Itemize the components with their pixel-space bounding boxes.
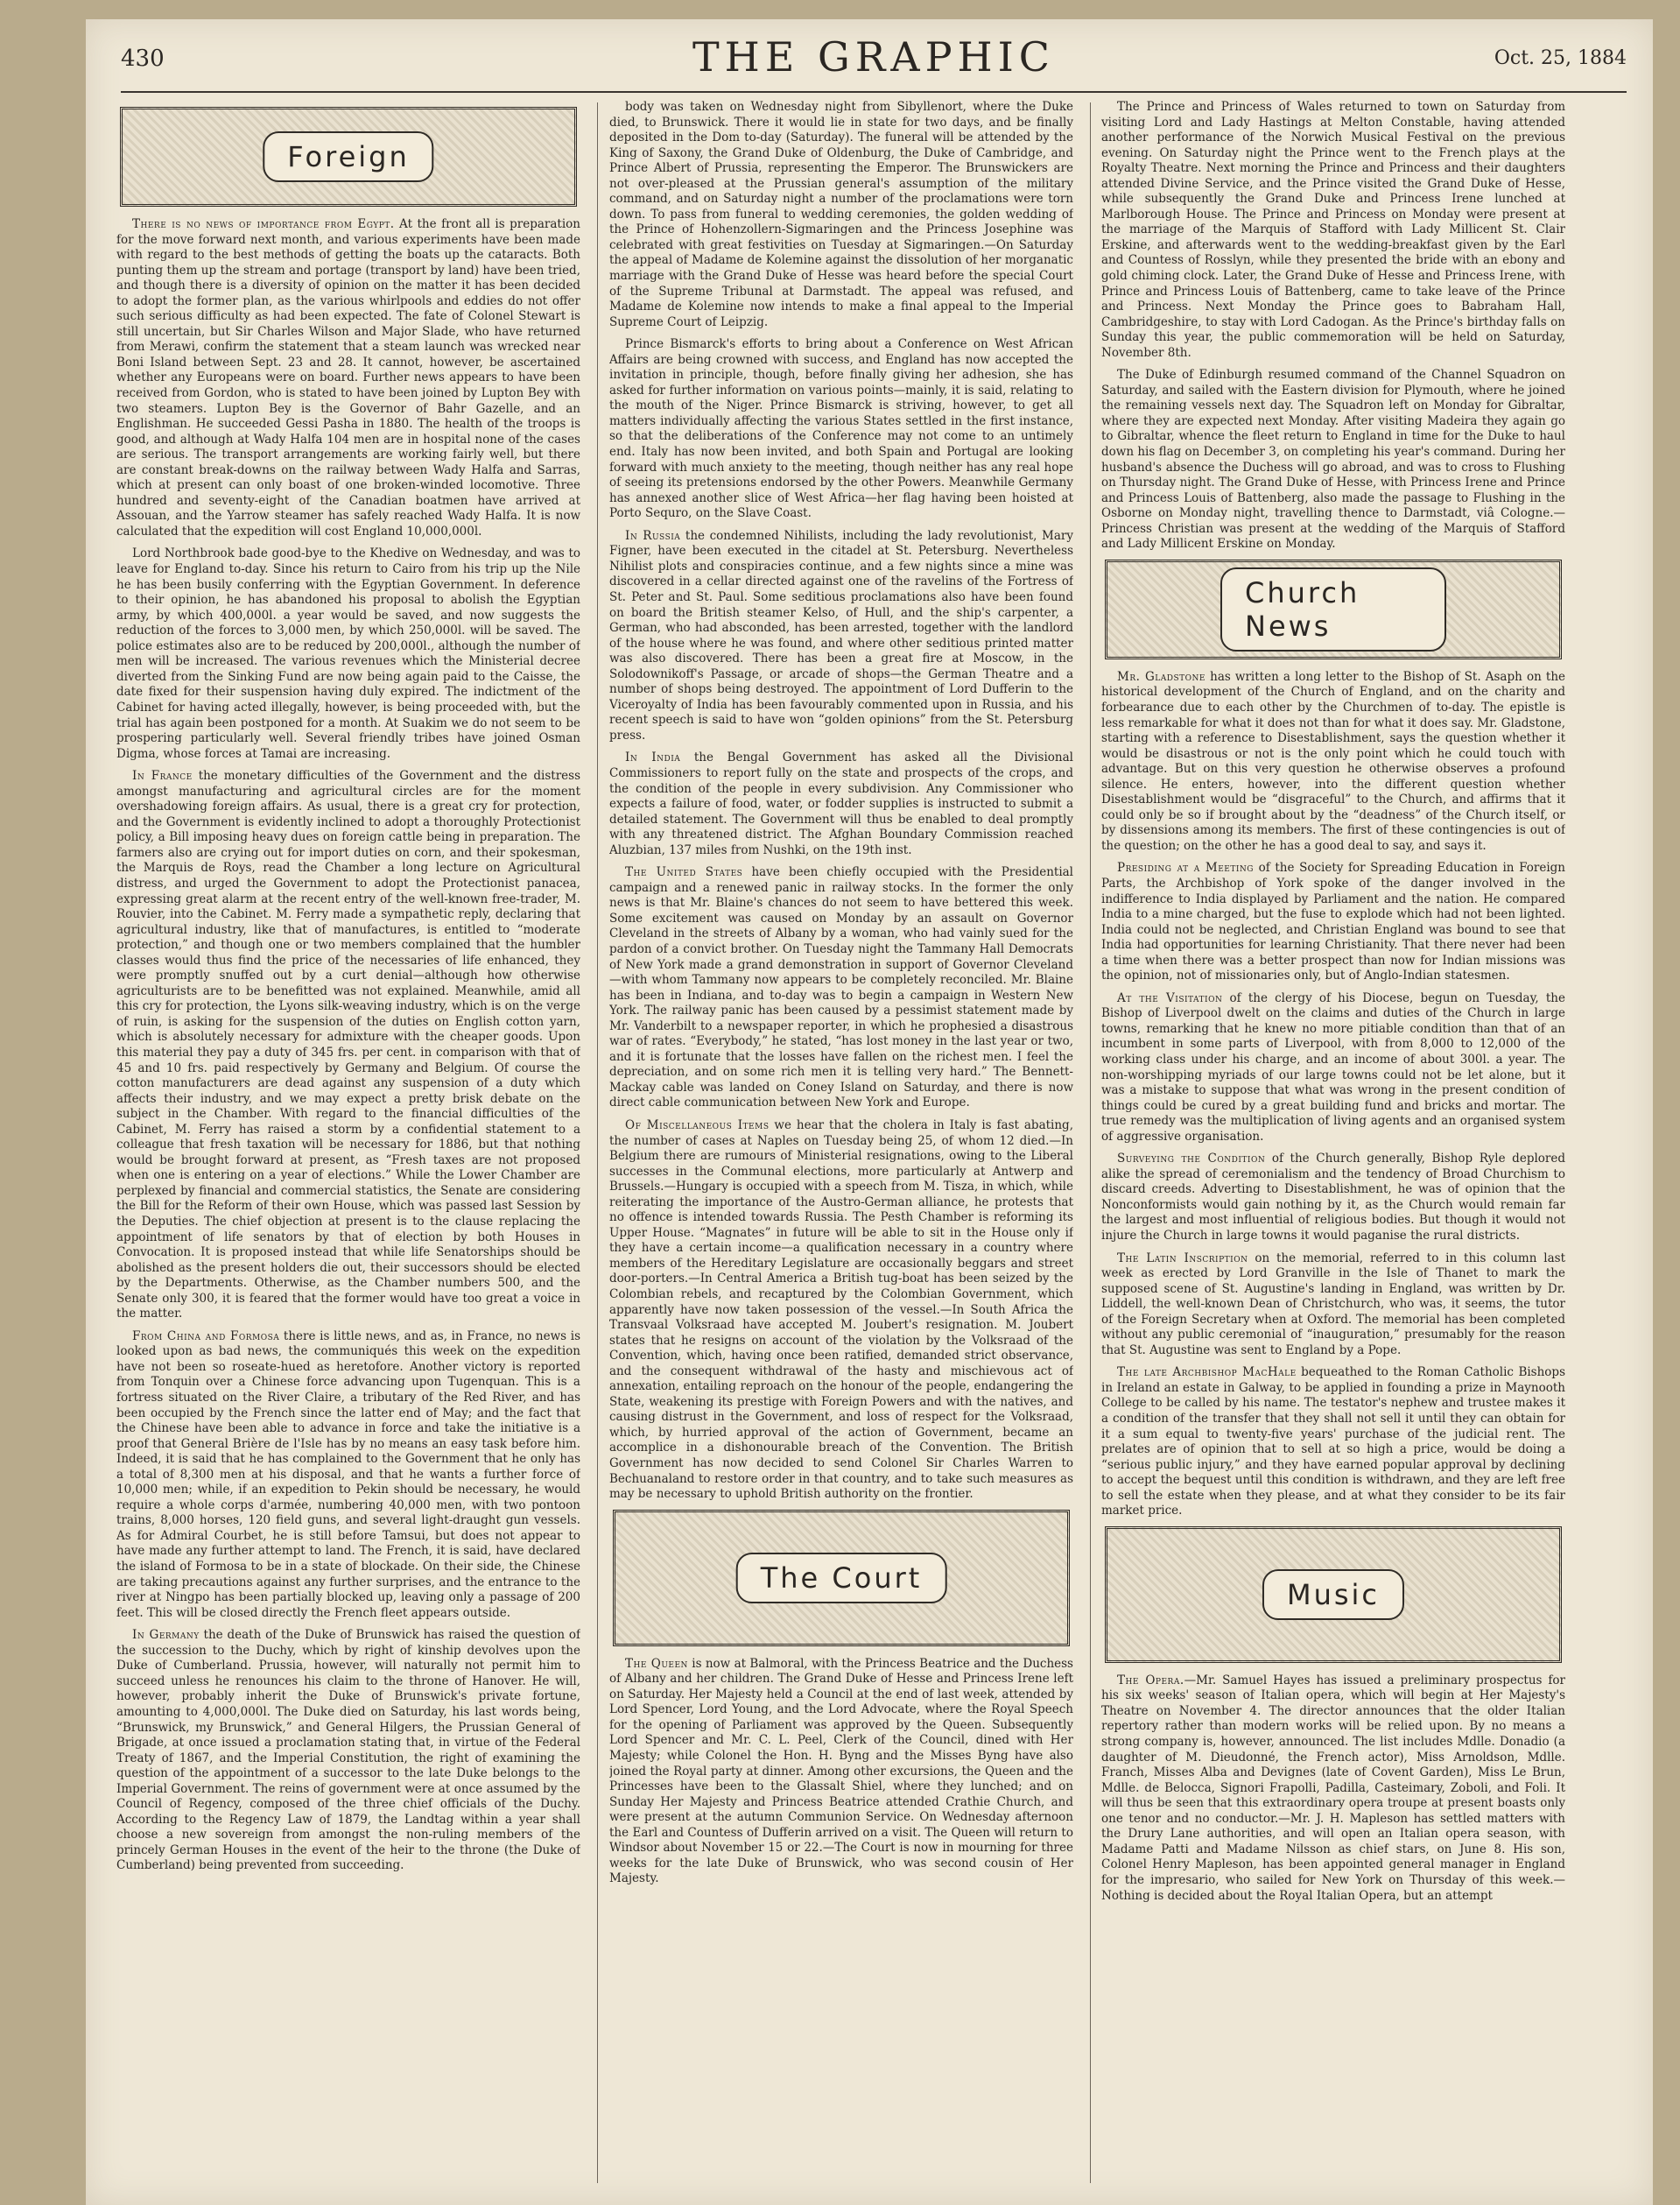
article-paragraph — [609, 100, 1073, 330]
paragraph-text: The Duke of Edinburgh resumed command of the Channel Squadron on Saturday, and sailed with the Eastern division for Plymouth, where he joined the remaining vessels next day. The Squadron left on Monday for Gibraltar, where they are expected next Monday. After visiting Madeira they again go to Gibraltar, whence the fleet return to England in time for the Duke to haul down his flag on December 3, on completing his year's command. During her husband's absence the Duchess will go abroad, and was to cross to Flushing on Thursday night. The Grand Duke of Hesse, with Princess Irene and Prince and Princess Louis of Battenberg, also made the passage to Flushing in the Osborne on Monday night, travelling thence to Darmstadt, viâ Cologne.—Princess Christian was present at the wedding of the Marquis of Stafford and Lady Millicent Erskine on Monday. — [1101, 368, 1565, 552]
paragraph-text: the monetary difficulties of the Government and the distress amongst manufacturing and agricultural circles are for the moment overshadowing foreign affairs. As usual, there is a great cry for protection, and the Government is evidently inclined to adopt a thoroughly Protectionist policy, a Bill imposing heavy dues on foreign cattle being in preparation. The farmers also are crying out for import duties on corn, and their spokesman, the Marquis de Roys, read the Chamber a long lecture on Agricultural distress, and urged the Government to adopt the Protectionist panacea, expressing great alarm at the recent entry of the well-known free-trader, M. Rouvier, into the Cabinet. M. Ferry made a sympathetic reply, declaring that agricultural industry, like that of manufactures, is entitled to “moderate protection,” and though one or two members complained that the humbler classes would thus find the price of the necessaries of life enhanced, they were promptly snuffed out by a curt denial—although how otherwise agriculturists are to be benefitted was not explained. Meanwhile, amid all this cry for protection, the Lyons silk-weaving industry, which is on the verge of ruin, is asking for the suspension of the duties on English cotton yarn, which is absolutely necessary for admixture with the cheaper goods. Upon this material they pay a duty of 345 frs. per cent. in comparison with that of 45 and 10 frs. paid respectively by Germany and Belgium. Of course the cotton manufacturers are dead against any suspension of a duty which affects their industry, and we may expect a pretty brisk debate on the subject in the Chamber. With regard to the financial difficulties of the Cabinet, M. Ferry has raised a storm by a confidential statement to a colleague that fresh taxation will be necessary for 1886, but that nothing would be brought forward at present, as “Fresh taxes are not proposed when one is entering on a year of elections.” While the Lower Chamber are perplexed by financial and commercial statistics, the Senate are considering the Bill for the Reform of their own House, which was passed last Session by the Deputies. The chief objection at present is to the clause replacing the appointment of life senators by that of election by both Houses in Convocation. It is proposed instead that while life Senatorships should be abolished as the present holders die out, their successors should be elected by the Departments. Otherwise, as the Chamber numbers 500, and the Senate only 300, it is feared that the former would have too great a voice in the matter. — [116, 769, 580, 1321]
article-paragraph — [609, 865, 1073, 1111]
article-paragraph — [116, 769, 580, 1322]
paragraph-lead: Mr. Gladstone — [1117, 669, 1206, 684]
paragraph-text: of the Church generally, Bishop Ryle deplored alike the spread of ceremonialism and the tendency of Broad Churchism to discard creeds. Adverting to Disestablishment, he was of opinion that the Nonconformists would gain nothing by it, as the Church would remain far the largest and most influential of religious bodies. But though it would not injure the Church in large towns it would paganise the rural districts. — [1101, 1152, 1565, 1243]
paragraph-text: the Bengal Government has asked all the Divisional Commissioners to report fully on the state and prospects of the crops, and the condition of the people in every subdivision. Any Commissioner who expects a failure of food, water, or fodder supplies is instructed to submit a detailed statement. The Government will thus be enabled to deal promptly with any threatened district. The Afghan Boundary Commission reached Aluzbian, 137 miles from Nushki, on the 19th inst. — [609, 750, 1073, 857]
church-news-banner-title: Church News — [1220, 567, 1446, 652]
page-number: 430 — [121, 46, 165, 72]
paragraph-lead: Presiding at a Meeting — [1117, 861, 1254, 876]
masthead — [121, 30, 1627, 93]
article-paragraph — [116, 1628, 580, 1874]
paragraph-lead: The United States — [625, 865, 743, 880]
article-paragraph — [1101, 1251, 1565, 1359]
article-paragraph — [1101, 1365, 1565, 1518]
foreign-articles-continued — [609, 100, 1073, 1503]
paragraph-text: At the front all is preparation for the move forward next month, and various experiments have been made with regard to the best methods of getting the boats up the cataracts. Both punting them up the stream and portage (transport by land) have been tried, and though there is a diversity of opinion on the matter it has been decided to adopt the former plan, as the various whirlpools and eddies do not offer such serious difficulty as had been expected. The fate of Colonel Stewart is still uncertain, but Sir Charles Wilson and Major Slade, who have returned from Merawi, confirm the statement that a steam launch was wrecked near Boni Island between Sept. 23 and 28. It cannot, however, be ascertained whether any Europeans were on board. Further news appears to have been received from Gordon, who is stated to have been joined by Lupton Bey with two steamers. Lupton Bey is the Governor of Bahr Gazelle, and an Englishman. He succeeded Gessi Pasha in 1880. The health of the troops is good, and although at Wady Halfa 104 men are in hospital none of the cases are serious. The transport arrangements are working fairly well, but there are constant break-downs on the railway between Wady Halfa and Sarras, which at present can only boast of one broken-winded locomotive. Three hundred and seventy-eight of the Canadian boatmen have arrived at Assouan, and the Yarrow steamer has safely reached Wady Halfa. It is now calculated that the expedition will cost England 10,000,000l. — [116, 217, 580, 539]
article-paragraph — [116, 546, 580, 762]
court-articles-continued — [1101, 100, 1565, 553]
paragraph-text: bequeathed to the Roman Catholic Bishops in Ireland an estate in Galway, to be applied in founding a prize in Maynooth College to be called by his name. The testator's nephew and trustee makes it a condition of the transfer that they shall not sell it until they can obtain for it a sum equal to twenty-five years' purchase of the judicial rent. The prelates are of opinion that to sell at so high a price, would be doing a “serious public injury,” and they have earned popular approval by declining to accept the bequest until this condition is withdrawn, and they are left free to sell the estate when they please, and at what they consider to be its fair market price. — [1101, 1365, 1565, 1518]
music-banner-title: Music — [1262, 1569, 1404, 1620]
paragraph-lead: In India — [625, 750, 681, 765]
issue-date: Oct. 25, 1884 — [1494, 47, 1627, 69]
church-articles — [1101, 670, 1565, 1519]
newspaper-page — [86, 19, 1653, 2205]
paragraph-lead: In Russia — [625, 528, 681, 543]
paragraph-text: Prince Bismarck's efforts to bring about a Conference on West African Affairs are being crowned with success, and England has now accepted the invitation in principle, though, before finally giving her adhesion, she has asked for further information on various points—mainly, it is said, relating to the mouth of the Niger. Prince Bismarck is striving, however, to get all matters individually affecting the various States settled in the first instance, so that the deliberations of the Conference may not come to an untimely end. Italy has now been invited, and both Spain and Portugal are looking forward with much anxiety to the meeting, though neither has any real hope of seeing its pretensions endorsed by the other Powers. Meanwhile Germany has annexed another slice of West Africa—her flag having been hoisted at Porto Sequro, on the Slave Coast. — [609, 337, 1073, 521]
column-1 — [116, 100, 580, 2187]
article-paragraph — [609, 337, 1073, 522]
article-paragraph — [1101, 368, 1565, 553]
church-news-banner — [1105, 560, 1562, 659]
paragraph-text: of the Society for Spreading Education in Foreign Parts, the Archbishop of York spoke of the danger involved in the indifference to India displayed by Parliament and the nation. He compared India to a mine charged, but the fuse to explode which had not been lighted. India could not be neglected, and Christian England was bound to see that India had opportunities for learning Christianity. That there never had been a time when there was a better prospect than now for Indian missions was the opinion, not of missionaries only, but of Anglo-Indian statesmen. — [1101, 861, 1565, 983]
paragraph-lead: Of Miscellaneous Items — [625, 1118, 770, 1132]
music-articles — [1101, 1673, 1565, 1904]
paragraph-text: have been chiefly occupied with the Presidential campaign and a renewed panic in railway stocks. In the former the only news is that Mr. Blaine's chances do not seem to have bettered this week. Some excitement was caused on Monday by an assault on Governor Cleveland in the streets of Albany by a woman, who had vainly sued for the pardon of a convict brother. On Tuesday night the Tammany Hall Democrats of New York made a grand demonstration in support of Governor Cleveland—with whom Tammany now appears to be completely reconciled. Mr. Blaine has been in Indiana, and to-day was to begin a campaign in Western New York. The railway panic has been caused by a pessimist statement made by Mr. Vanderbilt to a newspaper reporter, in which he prophesied a disastrous war of rates. “Everybody,” he stated, “has lost money in the last year or two, and it is fortunate that the losses have fallen on the richest men. I feel the depreciation, and on some rich men it is telling very hard.” The Bennett-Mackay cable was landed on Coney Island on Saturday, and there is now direct cable communication between New York and Europe. — [609, 865, 1073, 1110]
paragraph-lead: At the Visitation — [1117, 990, 1223, 1005]
column-3 — [1101, 100, 1565, 2187]
column-rule — [597, 102, 598, 2183]
article-paragraph — [609, 750, 1073, 858]
article-paragraph — [1101, 670, 1565, 855]
column-2 — [609, 100, 1073, 2187]
paragraph-lead: The Latin Inscription — [1117, 1250, 1248, 1265]
paragraph-lead: The Queen — [625, 1656, 688, 1671]
article-paragraph — [1101, 1673, 1565, 1904]
paragraph-text: is now at Balmoral, with the Princess Beatrice and the Duchess of Albany and her children. The Grand Duke of Hesse and Princess Irene left on Saturday. Her Majesty held a Council at the end of last week, attended by Lord Spencer, Lord Young, and the Lord Advocate, where the Royal Speech for the opening of Parliament was approved by the Queen. Subsequently Lord Spencer and Mr. C. L. Peel, Clerk of the Council, dined with Her Majesty; while Colonel the Hon. H. Byng and the Misses Byng have also joined the Royal party at dinner. Among other excursions, the Queen and the Princesses have been to the Glassalt Shiel, where they lunched; and on Sunday Her Majesty and Princess Beatrice attended Crathie Church, and were present at the autumn Communion Service. On Wednesday afternoon the Earl and Countess of Dufferin arrived on a visit. The Queen will return to Windsor about November 15 or 22.—The Court is now in mourning for three weeks for the late Duke of Brunswick, who was second cousin of Her Majesty. — [609, 1656, 1073, 1886]
paragraph-text: has written a long letter to the Bishop of St. Asaph on the historical development of the Church of England, and on the charity and forbearance due to each other by the Churchmen of to-day. The epistle is less remarkable for what it does not than for what it does say. Mr. Gladstone, starting with a reference to Disestablishment, says the question whether it would be disastrous or not is the only point which he could touch with advantage. But on this very question he otherwise observes a profound silence. He enters, however, into the different question whether Disestablishment would be “disgraceful” to the Church, and affirms that it could only be so if brought about by the “deadness” of the Church itself, or by dissensions among its members. The first of these contingencies is out of the question; on the other he has a good deal to say, and says it. — [1101, 669, 1565, 853]
paragraph-lead: From China and Formosa — [132, 1328, 280, 1343]
paragraph-text: on the memorial, referred to in this column last week as erected by Lord Granville in the Isle of Thanet to mark the supposed scene of St. Augustine's landing in England, was written by Dr. Liddell, the well-known Dean of Christchurch, who was, it seems, the tutor of the Foreign Secretary when at Oxford. The memorial has been completed without any public ceremonial of “inauguration,” presumably for the reason that St. Augustine was sent to England by a Pope. — [1101, 1250, 1565, 1357]
paragraph-lead: There is no news of importance from Egypt. — [132, 217, 395, 231]
paragraph-text: there is little news, and as, in France, no news is looked upon as bad news, the communiqués this week on the expedition have not been so roseate-hued as heretofore. Another victory is reported from Tonquin over a Chinese force advancing upon Tugenquan. This is a fortress situated on the River Claire, a tributary of the Red River, and has been occupied by the French since the latter end of May; and the fact that the Chinese have been able to advance in force and take the initiative is a proof that General Brière de l'Isle has by no means an easy task before him. Indeed, it is said that he has complained to the Government that he only has a total of 8,300 men at his disposal, and that he wants a further force of 10,000 men; while, if an expedition to Pekin should be necessary, he would require a whole corps d'armée, numbering 40,000 men, with two pontoon trains, 8,000 horses, 120 field guns, and several light-draught gun vessels. As for Admiral Courbet, he is still before Tamsui, but does not appear to have made any further attempt to land. The French, it is said, have declared the island of Formosa to be in a state of blockade. On their side, the Chinese are taking precautions against any further surprises, and the entrance to the river at Ningpo has been partially blocked up, leaving only a passage of 200 feet. This will be closed directly the French fleet appears outside. — [116, 1328, 580, 1620]
paragraph-text: of the clergy of his Diocese, begun on Tuesday, the Bishop of Liverpool dwelt on the claims and duties of the Church in large towns, remarking that he knew no more pitiable condition than that of an incumbent in some parts of Liverpool, with from 8,000 to 12,000 of the working class under his charge, and an income of about 300l. a year. The non-worshipping myriads of our large towns could not be let alone, but it was a mistake to suppose that what was wrong in the present condition of things could be cured by a great building fund and bricks and mortar. The true remedy was the multiplication of living agents and an organised system of aggressive organisation. — [1101, 990, 1565, 1144]
paragraph-text: The Prince and Princess of Wales returned to town on Saturday from visiting Lord and Lady Hastings at Melton Constable, having attended another performance of the Norwich Musical Festival on the previous evening. On Saturday night the Prince went to the French plays at the Royalty Theatre. Next morning the Prince and Princess and their daughters attended Divine Service, and the Prince visited the Grand Duke of Hesse, while subsequently the Grand Duke and Princess Irene lunched at Marlborough House. The Prince and Princess on Monday were present at the marriage of the Marquis of Stafford with Lady Millicent St. Clair Erskine, and afterwards went to the wedding-breakfast given by the Earl and Countess of Rosslyn, while they presented the bride with an ebony and gold chiming clock. Later, the Grand Duke of Hesse and Princess Irene, with Prince and Princess Louis of Battenberg, came to take leave of the Prince and Princess. Next Monday the Prince goes to Babraham Hall, Cambridgeshire, to stay with Lord Cadogan. As the Prince's birthday falls on Sunday this year, the public commemoration will be held on Saturday, November 8th. — [1101, 100, 1565, 360]
music-banner — [1105, 1526, 1562, 1663]
paragraph-lead: In France — [132, 769, 193, 784]
paragraph-text: —Mr. Samuel Hayes has issued a preliminary prospectus for his six weeks' season of Italian opera, which will begin at Her Majesty's Theatre on November 4. The director announces that the older Italian repertory rather than modern works will be relied upon. By no means a strong company is, however, announced. The list includes Mdlle. Donadio (a daughter of M. Dieudonné, the French actor), Miss Arnoldson, Mdlle. Franch, Misses Alba and Devignes (late of Covent Garden), Miss Le Brun, Mdlle. de Belocca, Signori Frapolli, Padilla, Casteimary, Zoboli, and Foli. It will thus be seen that this extraordinary opera troupe at present boasts only one tenor and no conductor.—Mr. J. H. Mapleson has settled matters with the Drury Lane authorities, and will open an Italian opera season, with Madame Patti and Madame Nilsson as chief stars, on June 8. His son, Colonel Henry Mapleson, has been appointed general manager in England for the impresario, who sailed for New York on Thursday of this week.—Nothing is decided about the Royal Italian Opera, but an attempt — [1101, 1673, 1565, 1903]
paragraph-lead: Surveying the Condition — [1117, 1152, 1266, 1166]
foreign-banner-title: Foreign — [263, 131, 433, 182]
paragraph-text: body was taken on Wednesday night from Sibyllenort, where the Duke died, to Brunswick. There it would lie in state for two days, and be finally deposited in the Dom to-day (Saturday). The funeral will be attended by the King of Saxony, the Grand Duke of Oldenburg, the Duke of Cambridge, and Prince Albert of Prussia, representing the Emperor. The Brunswickers are not over-pleased at the Prussian general's assumption of the military command, and on Saturday night a number of the proclamations were torn down. To pass from funeral to wedding ceremonies, the golden wedding of the Prince of Hohenzollern-Sigmaringen and the Princess Josephine was celebrated with great festivities on Tuesday at Sigmaringen.—On Saturday the appeal of Madame de Kolemine against the dissolution of her morganatic marriage with the Grand Duke of Hesse was heard before the special Court of the Supreme Tribunal at Darmstadt. The appeal was refused, and Madame de Kolemine now intends to make a final appeal to the Imperial Supreme Court of Leipzig. — [609, 100, 1073, 329]
article-paragraph — [116, 217, 580, 539]
court-banner-title: The Court — [736, 1553, 947, 1603]
court-banner — [613, 1510, 1070, 1646]
article-paragraph — [1101, 861, 1565, 983]
court-articles — [609, 1657, 1073, 1887]
foreign-articles — [116, 217, 580, 1874]
paragraph-lead: The Opera. — [1117, 1673, 1184, 1687]
article-paragraph — [609, 1118, 1073, 1503]
article-paragraph — [609, 1657, 1073, 1887]
article-paragraph — [1101, 991, 1565, 1145]
article-paragraph — [1101, 1152, 1565, 1243]
paragraph-lead: The late Archbishop MacHale — [1117, 1365, 1297, 1380]
article-paragraph — [609, 529, 1073, 744]
column-rule — [1090, 102, 1091, 2183]
foreign-banner — [120, 107, 577, 207]
paragraph-text: the condemned Nihilists, including the lady revolutionist, Mary Figner, have been executed in the citadel at St. Petersburg. Nevertheless Nihilist plots and conspiracies continue, and a few nights since a mine was discovered in a cellar directed against one of the ravelins of the Fortress of St. Peter and St. Paul. Some seditious proclamations also have been found on board the British steamer Kelso, of Hull, and the ship's carpenter, a German, who had absconded, has been arrested, together with the landlord of the house where he was found, and where other seditious printed matter was also discovered. There has been a great fire at Moscow, in the Solodownikoff's Passage, or arcade of shops—the German Theatre and a number of shops being destroyed. The appointment of Lord Dufferin to the Viceroyalty of India has been favourably commented upon in Russia, and his recent speech is said to have won “golden opinions” from the St. Petersburg press. — [609, 528, 1073, 743]
paragraph-lead: In Germany — [132, 1628, 200, 1643]
publication-title: THE GRAPHIC — [692, 33, 1056, 81]
article-paragraph — [1101, 100, 1565, 361]
paragraph-text: Lord Northbrook bade good-bye to the Khedive on Wednesday, and was to leave for England to-day. Since his return to Cairo from his trip up the Nile he has been busily conferring with the Egyptian Government. In deference to their opinion, he has abandoned his proposal to abolish the Egyptian army, by which 400,000l. a year would be saved, and now suggests the reduction of the forces to 3,000 men, by which 250,000l. will be saved. The police estimates also are to be reduced by 200,000l., although the number of men will be increased. The various revenues which the Ministerial decree diverted from the Sinking Fund are now being again paid to the Caisse, the date fixed for their suspension having duly expired. The indictment of the Cabinet for having acted illegally, however, is being proceeded with, but the trial has again been postponed for a month. At Suakim we do not seem to be prospering particularly well. Several friendly tribes have joined Osman Digma, whose forces at Tamai are increasing. — [116, 546, 580, 761]
paragraph-text: the death of the Duke of Brunswick has raised the question of the succession to the Duchy, which by right of kinship devolves upon the Duke of Cumberland. Prussia, however, will naturally not permit him to succeed unless he renounces his claim to the throne of Hanover. He will, however, probably inherit the Duke of Brunswick's private fortune, amounting to 4,000,000l. The Duke died on Saturday, his last words being, “Brunswick, my Brunswick,” and General Hilgers, the Prussian General of Brigade, at once issued a proclamation stating that, in virtue of the Federal Treaty of 1867, and the Imperial Constitution, the right of examining the question of the appointment of a successor to the late Duke belongs to the Imperial Government. The reins of government were at once assumed by the Council of Regency, composed of the three chief officials of the Duchy. According to the Regency Law of 1879, the Landtag within a year shall choose a new sovereign from amongst the non-ruling members of the princely German Houses in the event of the heir to the throne (the Duke of Cumberland) being prevented from succeeding. — [116, 1628, 580, 1873]
article-paragraph — [116, 1329, 580, 1621]
paragraph-text: we hear that the cholera in Italy is fast abating, the number of cases at Naples on Tuesday being 25, of whom 12 died.—In Belgium there are rumours of Ministerial resignations, owing to the Liberal successes in the Communal elections, more particularly at Antwerp and Brussels.—Hungary is occupied with a speech from M. Tisza, in which, while reiterating the importance of the Austro-German alliance, he protests that no offence is intended towards Russia. The Pesth Chamber is reforming its Upper House. “Magnates” in future will be able to sit in the House only if they have a certain income—a qualification necessary in a country where members of the Hereditary Legislature are occasionally beggars and street door-porters.—In Central America a British tug-boat has been seized by the Colombian rebels, and recaptured by the Colombian Government, which apparently have now taken possession of the vessel.—In South Africa the Transvaal Volksraad have accepted M. Joubert's resignation. M. Joubert states that he resigns on account of the violation by the Volksraad of the Convention, which, having once been ratified, demanded strict observance, and the consequent withdrawal of the hasty and mischievous act of annexation, entailing reproach on the honour of the people, endangering the State, weakening its prestige with Foreign Powers and with the natives, and causing distrust in the Government, and loss of respect for the Volksraad, which, by hurried approval of the action of Government, became an accomplice in a dishonourable breach of the Convention. The British Government has now decided to send Colonel Sir Charles Warren to Bechuanaland to restore order in that country, and to take such measures as may be necessary to uphold British authority on the frontier. — [609, 1118, 1073, 1502]
